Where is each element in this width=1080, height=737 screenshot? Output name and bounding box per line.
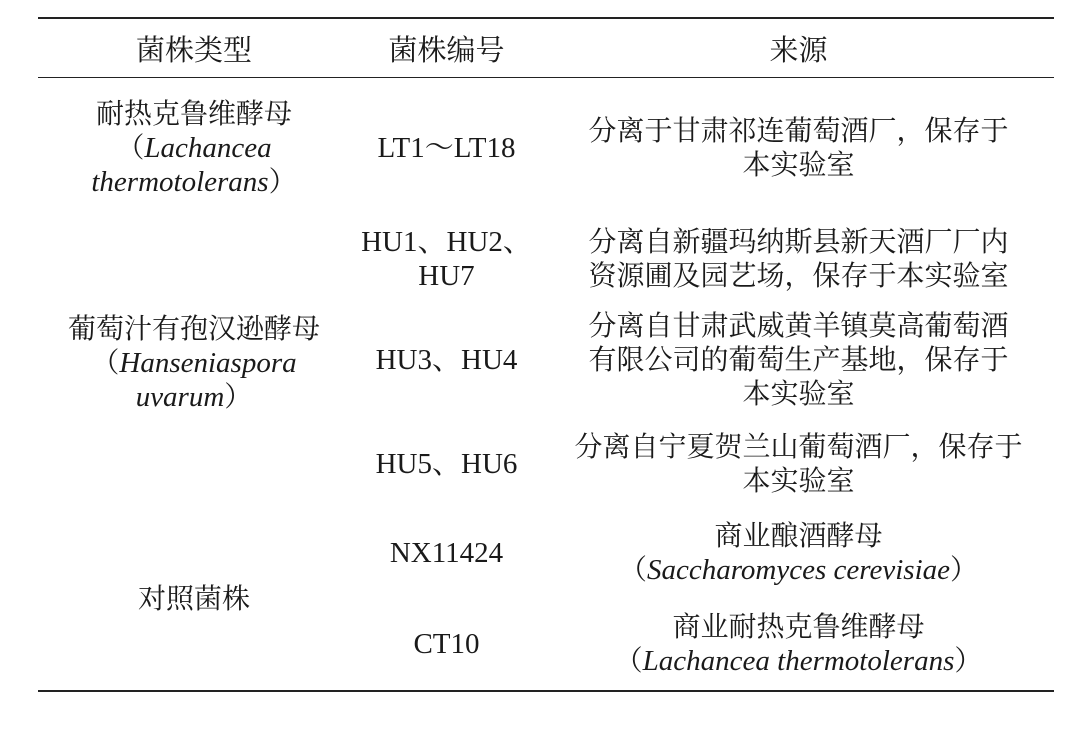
strain-type-cn: 葡萄汁有孢汉逊酵母 (67, 312, 320, 345)
header-strain-type: 菌株类型 (38, 18, 350, 78)
strain-id-cell: CT10 (413, 628, 480, 660)
strain-type-sci-genus: Lachancea (144, 132, 272, 164)
source-cell: 商业耐热克鲁维酵母 （Lachancea thermotolerans） (614, 610, 983, 677)
strain-type-sci: （Hanseniaspora uvarum） (91, 346, 297, 413)
strain-type-cn: 耐热克鲁维酵母 (95, 97, 292, 130)
strain-id-cell: LT1～LT18 (377, 132, 516, 164)
strain-type-cell (38, 78, 350, 219)
strain-id-cell: HU1、HU2、 HU7 (361, 226, 532, 292)
strain-type-sci-line1: （Lachancea (116, 131, 272, 164)
strain-id-cell: HU5、HU6 (375, 448, 518, 480)
strain-id-cell: NX11424 (389, 537, 504, 569)
strain-type-sci-species: thermotolerans (91, 166, 269, 198)
source-cell: 分离于甘肃祁连葡萄酒厂，保存于 本实验室 (588, 114, 1009, 181)
header-source: 来源 (543, 18, 1054, 78)
table-row (38, 508, 1054, 598)
strain-id-cell: HU3、HU4 (375, 344, 518, 376)
source-cell: 分离自甘肃武威黄羊镇莫高葡萄酒 有限公司的葡萄生产基地，保存于 本实验室 (588, 309, 1009, 410)
table-row (38, 218, 1054, 300)
header-strain-id: 菌株编号 (350, 18, 543, 78)
strain-type-cell (38, 218, 350, 508)
strain-type-cell: 对照菌株 (137, 582, 250, 615)
header-row (38, 18, 1054, 78)
source-cell: 分离自新疆玛纳斯县新天酒厂厂内 资源圃及园艺场，保存于本实验室 (588, 225, 1009, 292)
source-cell: 商业酿酒酵母 （Saccharomyces cerevisiae） (618, 519, 979, 586)
strain-type-sci-line2: thermotolerans） (91, 165, 297, 198)
table-row (38, 78, 1054, 219)
strain-table (38, 17, 1054, 692)
source-cell: 分离自宁夏贺兰山葡萄酒厂，保存于 本实验室 (574, 430, 1023, 497)
